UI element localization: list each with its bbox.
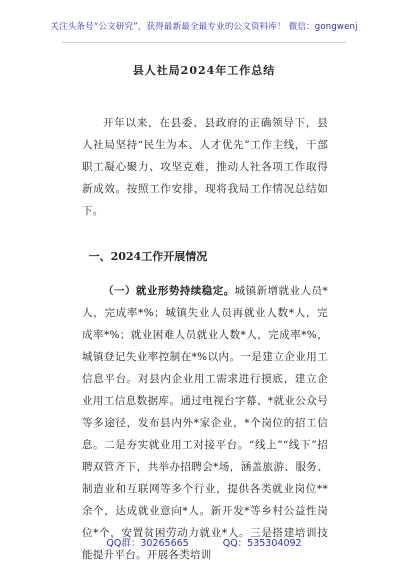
section-heading: 一、2024工作开展情况 bbox=[88, 250, 208, 263]
subsection-body: 城镇新增就业人员*人，完成率*%；城镇失业人员再就业人数*人，完成率*%；就业困难人员就业人数*人，完成率*%，城镇登记失业率控制在*%以内。一是建立企业用工信息平台。对县内企业用工需求进行摸底，建立企业用工信息数据库。通过电视台字幕、*就业公众号等多途径，发布县内外*家企业，*个岗位的招工信息。二是夯实就业用工对接平台。“线上”“线下”招聘双管齐下，共举办招聘会*场，涵盖旅游、服务、制造业和互联网等多个行业，提供各类就业岗位**余个，达成就业意向*人。新开发*等乡村公益性岗位*个，安置贫困劳动力就业*人。三是搭建培训技能提升平台。开展各类培训 bbox=[82, 285, 328, 561]
header-banner: 关注头条号“公文研究”，获得最新最全最专业的公文资料库！ 微信：gongwenj bbox=[50, 22, 358, 32]
footer-qq-group: QQ群：30265665 bbox=[106, 538, 189, 549]
subsection-paragraph bbox=[82, 280, 328, 566]
intro-paragraph: 开年以来，在县委、县政府的正确领导下，县人社局坚持“民生为本、人才优先”工作主线，干部职工凝心聚力、攻坚克难，推动人社各项工作取得新成效。按照工作安排，现将我局工作情况总结如下。 bbox=[82, 117, 328, 217]
header-divider bbox=[62, 42, 346, 43]
subsection-lead: （一）就业形势持续稳定。 bbox=[103, 285, 235, 297]
document-body bbox=[82, 112, 328, 566]
footer-qq-number: QQ：535304092 bbox=[222, 538, 302, 549]
footer-contact bbox=[0, 535, 408, 549]
document-title: 县人社局2024年工作总结 bbox=[132, 64, 276, 77]
